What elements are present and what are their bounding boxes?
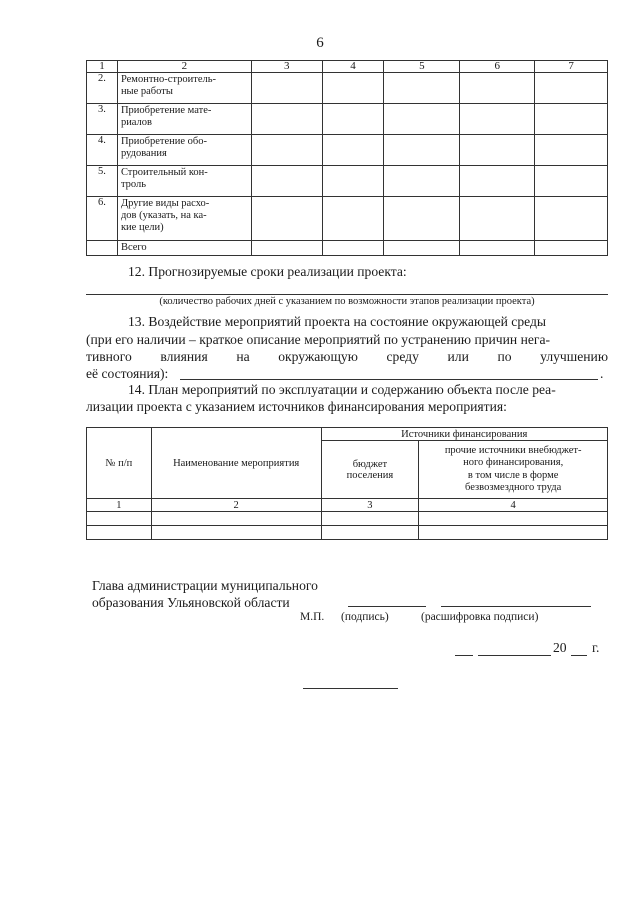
decode-underline	[441, 606, 591, 607]
row-name-line: риалов	[120, 117, 153, 128]
column-number: 2	[151, 499, 321, 512]
date-month-line	[478, 655, 551, 656]
maintenance-plan-table	[86, 427, 608, 540]
table-header-cell: 6	[460, 61, 535, 73]
signature-line2: образования Ульяновской области	[92, 595, 290, 610]
section-13-line2: (при его наличии – краткое описание мероприятий по устранению причин нега-	[86, 332, 551, 347]
table-header-row	[87, 61, 608, 73]
row-number: 5.	[87, 166, 118, 197]
table-header-cell: 3	[251, 61, 322, 73]
signature-line1: Глава администрации муниципального	[92, 578, 318, 593]
row-number: 2.	[87, 73, 118, 104]
header-line: поселения	[346, 469, 394, 481]
row-name	[117, 166, 251, 197]
row-name	[117, 73, 251, 104]
row-name	[117, 241, 251, 256]
table-header-cell: 4	[322, 61, 384, 73]
header-line: бюджет	[352, 458, 388, 470]
word: окружающую	[278, 349, 358, 364]
date-day-line	[455, 655, 473, 656]
mp-label: М.П.	[300, 611, 325, 623]
section-12-caption: (количество рабочих дней с указанием по возможности этапов реализации проекта)	[159, 296, 535, 307]
row-name-line: Приобретение обо-	[120, 136, 208, 147]
section-14-line1: 14. План мероприятий по эксплуатации и содержанию объекта после реа-	[128, 382, 556, 397]
table-header-cell: 5	[384, 61, 460, 73]
section-14-line2: лизации проекта с указанием источников финансирования мероприятия:	[86, 399, 507, 414]
expenses-table	[86, 60, 608, 256]
date-year-prefix: 20	[553, 640, 567, 655]
row-name-line: рудования	[120, 148, 167, 159]
col-budget-header	[321, 441, 419, 499]
column-number: 3	[321, 499, 419, 512]
section-13-end: .	[600, 366, 604, 381]
table-header-cell: 7	[535, 61, 608, 73]
row-name-line: троль	[120, 179, 147, 190]
row-number	[87, 241, 118, 256]
section-13-line1: 13. Воздействие мероприятий проекта на состояние окружающей среды	[128, 314, 547, 329]
date-year-suffix: г.	[592, 640, 600, 655]
table-row	[87, 73, 608, 104]
word: среду	[386, 349, 419, 364]
col-name-header: Наименование мероприятия	[151, 428, 321, 499]
row-name-line: Строительный кон-	[120, 167, 208, 178]
row-number: 6.	[87, 197, 118, 241]
section-13-line4: её состояния):	[86, 366, 169, 381]
row-number: 4.	[87, 135, 118, 166]
section-13-line3	[86, 348, 608, 366]
row-name	[117, 135, 251, 166]
column-number: 1	[87, 499, 152, 512]
table-row	[87, 135, 608, 166]
row-name-line: Ремонтно-строитель-	[120, 74, 217, 85]
row-name-line: ные работы	[120, 86, 173, 97]
date-year-line	[571, 655, 587, 656]
word: на	[236, 349, 250, 364]
end-divider	[303, 688, 398, 689]
column-number: 4	[419, 499, 608, 512]
decode-caption: (расшифровка подписи)	[421, 611, 539, 623]
underline-12	[86, 294, 608, 295]
table-row	[87, 526, 608, 540]
row-number: 3.	[87, 104, 118, 135]
word: по	[497, 349, 512, 364]
col-other-header	[419, 441, 608, 499]
row-name-line: Всего	[120, 242, 147, 253]
table-header-cell: 1	[87, 61, 118, 73]
word: тивного	[86, 349, 132, 364]
table-row	[87, 104, 608, 135]
row-name-line: Другие виды расхо-	[120, 198, 210, 209]
table-row	[87, 197, 608, 241]
col-number-header: № п/п	[87, 428, 152, 499]
word: или	[447, 349, 469, 364]
row-name-line: Приобретение мате-	[120, 105, 212, 116]
page-number: 6	[316, 35, 324, 51]
table-row	[87, 166, 608, 197]
word: улучшению	[540, 349, 608, 364]
table-row-total	[87, 241, 608, 256]
row-name-line: дов (указать, на ка-	[120, 210, 207, 221]
header-line: безвозмездного труда	[465, 482, 562, 493]
row-name-line: кие цели)	[120, 222, 164, 233]
underline-13	[180, 379, 598, 380]
section-12-text: 12. Прогнозируемые сроки реализации проекта:	[128, 264, 407, 279]
header-line: прочие источники внебюджет-	[444, 444, 582, 456]
table-number-row	[87, 499, 608, 512]
row-name	[117, 104, 251, 135]
header-line: ного финансирования,	[463, 457, 564, 468]
table-row	[87, 512, 608, 526]
col-sources-header: Источники финансирования	[321, 428, 608, 441]
word: влияния	[160, 349, 208, 364]
signature-underline	[348, 606, 426, 607]
row-name	[117, 197, 251, 241]
signature-caption: (подпись)	[341, 611, 389, 623]
header-line: в том числе в форме	[467, 469, 559, 481]
table-header-cell: 2	[117, 61, 251, 73]
